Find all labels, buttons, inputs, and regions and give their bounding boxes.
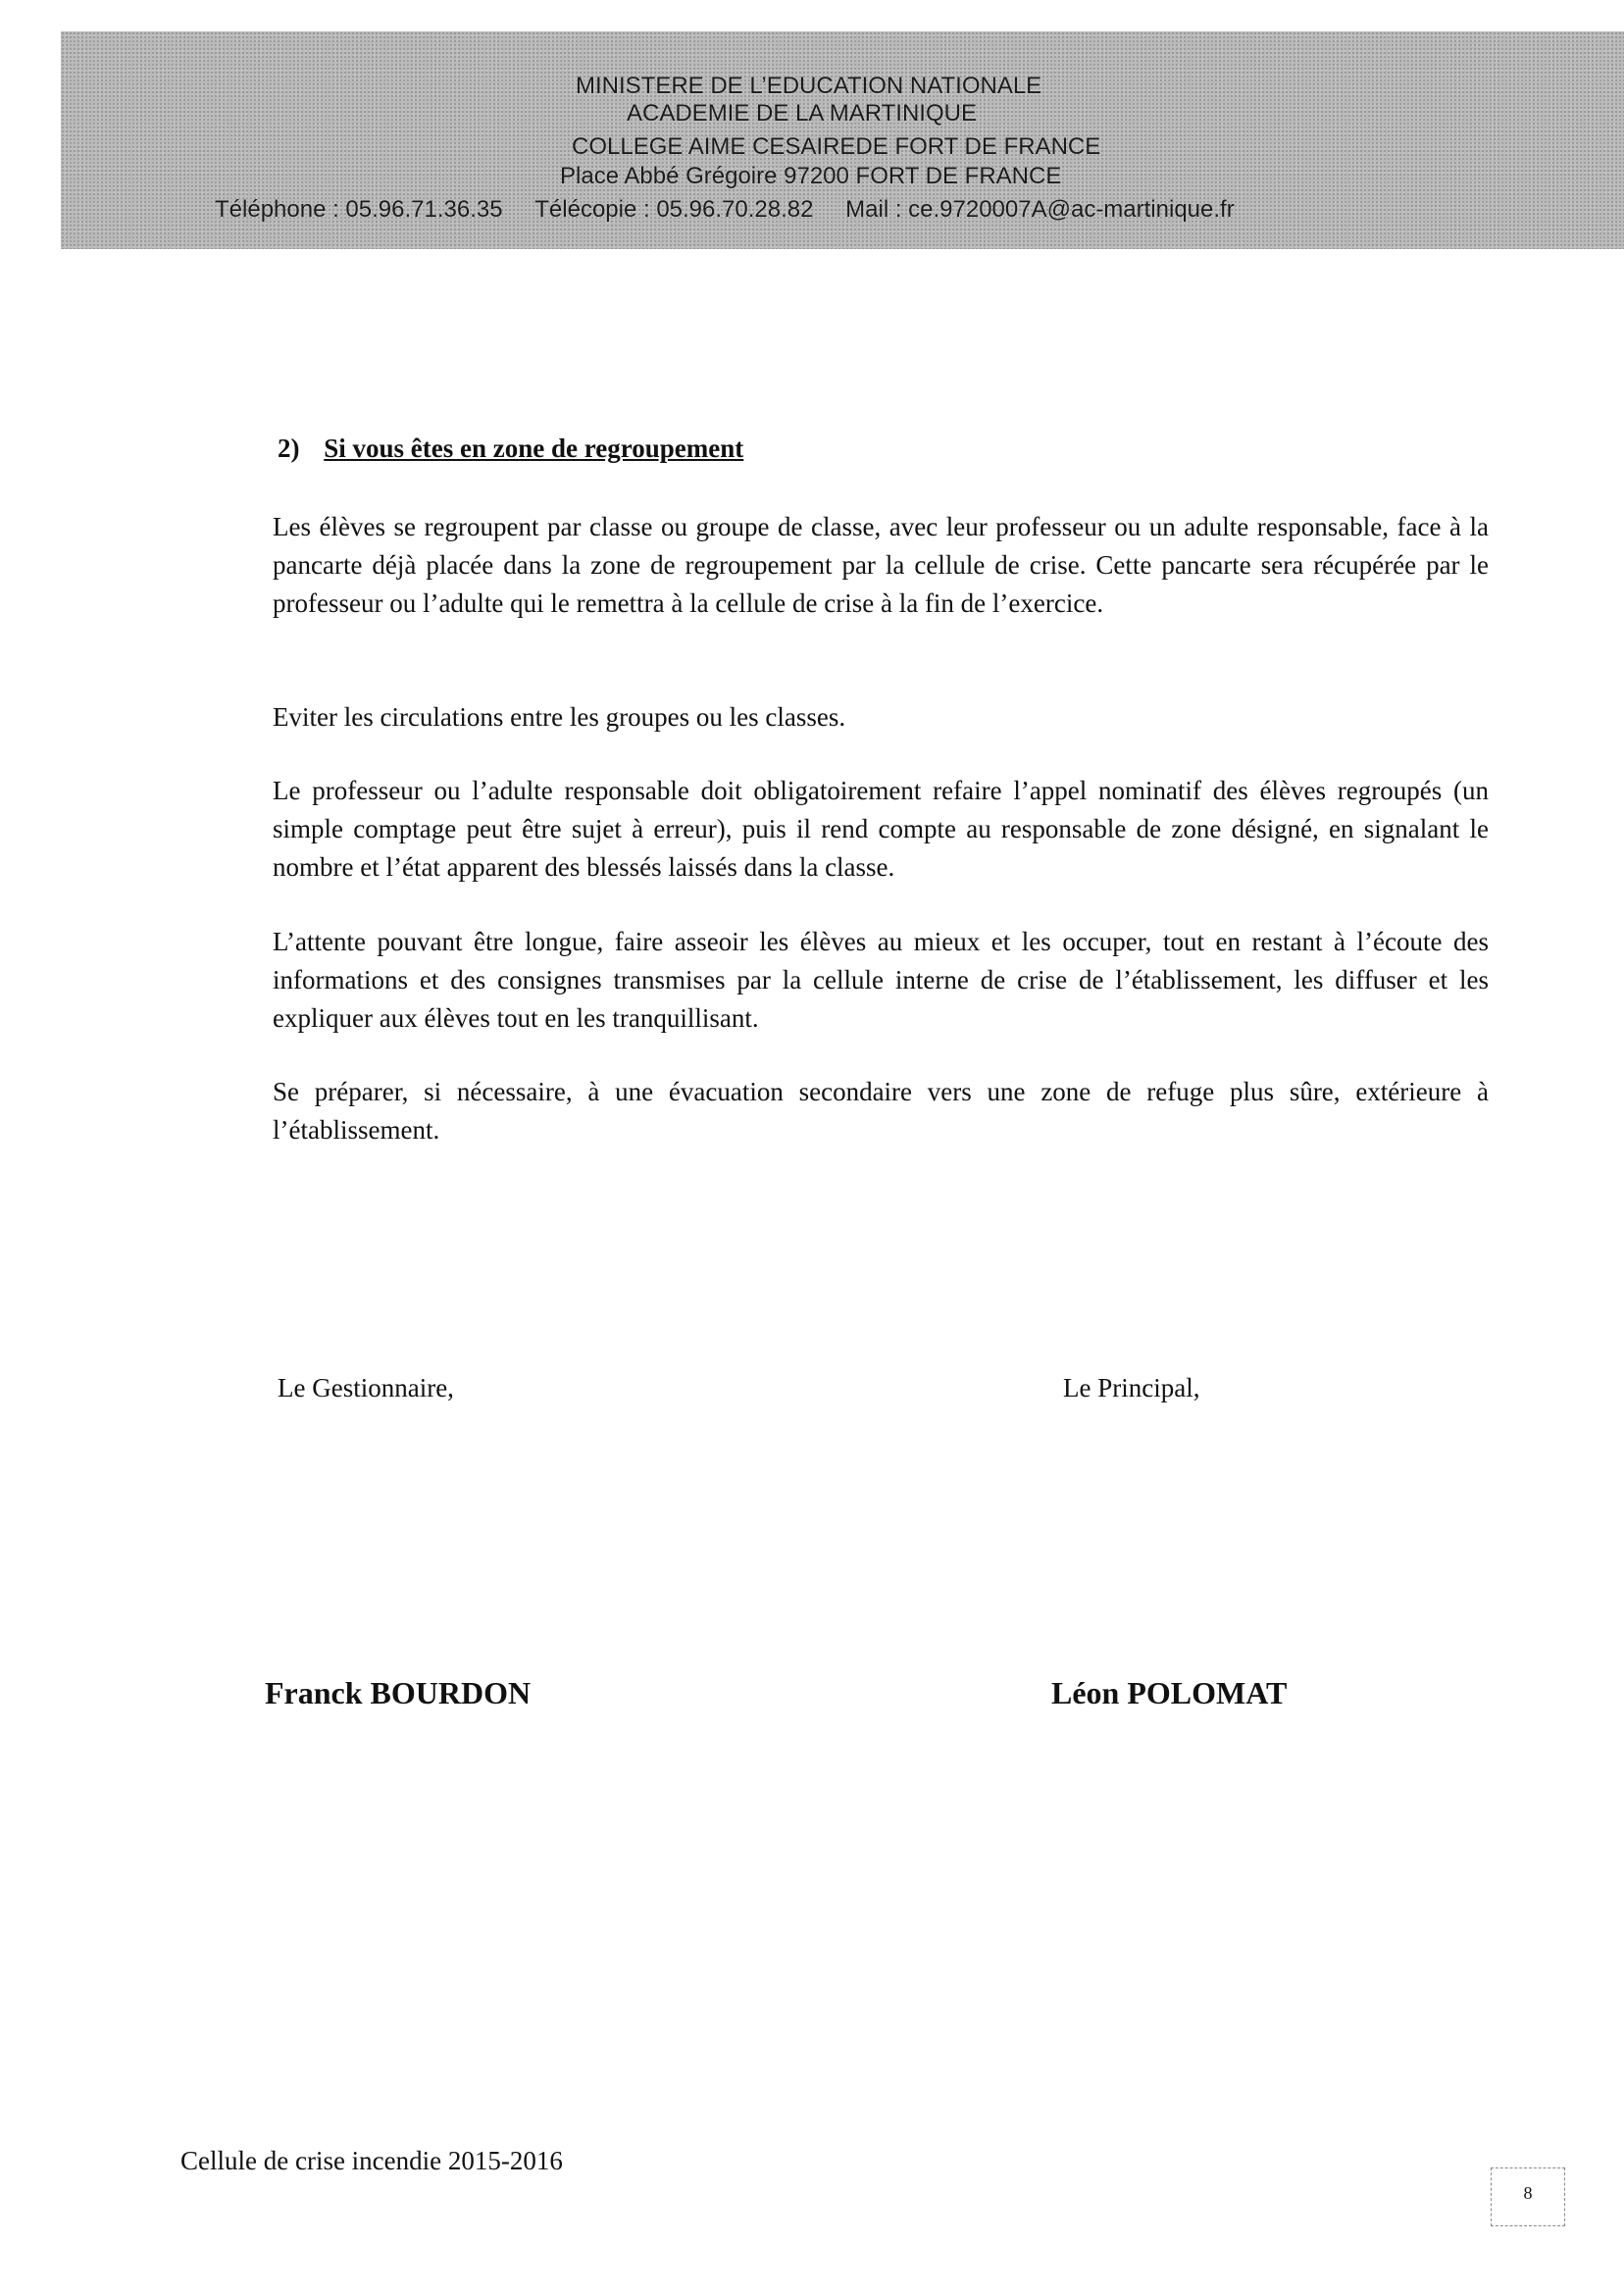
section-number: 2) — [278, 433, 300, 463]
section-title: Si vous êtes en zone de regroupement — [324, 433, 744, 463]
header-fax: Télécopie : 05.96.70.28.82 — [534, 196, 814, 223]
header-college: COLLEGE AIME CESAIREDE FORT DE FRANCE — [572, 133, 1101, 160]
section-heading — [278, 433, 743, 464]
header-address: Place Abbé Grégoire 97200 FORT DE FRANCE — [560, 163, 1062, 189]
paragraph-regroupement: Les élèves se regroupent par classe ou groupe de classe, avec leur professeur ou un adulte responsable, face à la pancarte déjà placée dans la zone de regroupement par la cellule de crise. Cette pancarte sera récupérée par le professeur ou l’adulte qui le remettra à la cellule de crise à la fin de l’exercice. — [273, 512, 1489, 618]
paragraph-appel-text: Le professeur ou l’adulte responsable doit obligatoirement refaire l’appel nominatif des élèves regroupés (un simple comptage peut être sujet à erreur), puis il rend compte au responsable de zone désigné, en signalant le nombre et l’état apparent des blessés laissés dans la classe. — [273, 776, 1489, 882]
header-mail: Mail : ce.9720007A@ac-martinique.fr — [845, 196, 1235, 223]
signature-name-principal: Léon POLOMAT — [1051, 1675, 1288, 1710]
paragraph-attente: L’attente pouvant être longue, faire asseoir les élèves au mieux et les occuper, tout en restant à l’écoute des informations et des consignes transmises par la cellule interne de crise de l’établissement, les diffuser et les expliquer aux élèves tout en les tranquillisant. — [273, 927, 1489, 1033]
signature-name-gestionnaire: Franck BOURDON — [265, 1675, 532, 1710]
signature-role-gestionnaire: Le Gestionnaire, — [278, 1373, 454, 1402]
header-ministry: MINISTERE DE L’EDUCATION NATIONALE — [576, 73, 1042, 99]
paragraph-evacuation: Se préparer, si nécessaire, à une évacuation secondaire vers une zone de refuge plus sûre, extérieure à l’établissement. — [273, 1077, 1489, 1145]
letterhead-banner — [61, 31, 1624, 249]
footer-title: Cellule de crise incendie 2015-2016 — [180, 2146, 563, 2175]
paragraph-circulation: Eviter les circulations entre les groupes ou les classes. — [273, 702, 846, 732]
header-contact-line — [215, 196, 1548, 224]
page-number: 8 — [1491, 2167, 1565, 2226]
header-academy: ACADEMIE DE LA MARTINIQUE — [627, 100, 977, 127]
signature-role-principal: Le Principal, — [1063, 1373, 1200, 1402]
header-phone: Téléphone : 05.96.71.36.35 — [215, 196, 503, 223]
paragraph-appel — [273, 772, 1489, 887]
